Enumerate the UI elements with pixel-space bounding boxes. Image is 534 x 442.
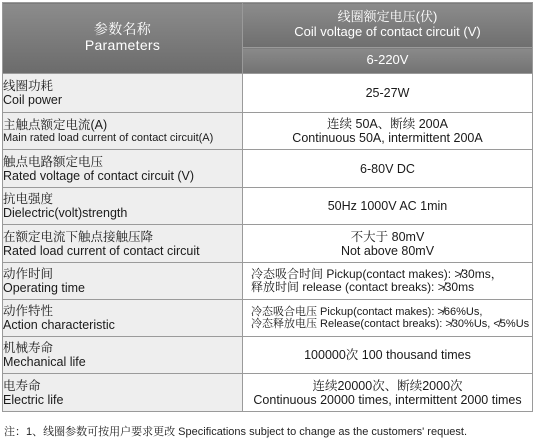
- value-line: 冷态释放电压 Release(contact breaks): ≯30%Us, ≮5%Us: [251, 318, 530, 330]
- parameters-header-zh: 参数名称: [93, 21, 152, 38]
- value-cell: [243, 150, 533, 188]
- table-row: [3, 263, 533, 300]
- value-line: 不大于 80mV: [350, 229, 425, 244]
- value-line: Continuous 50A, intermittent 200A: [292, 131, 483, 145]
- table-row: [3, 188, 533, 225]
- parameters-header: [3, 3, 243, 74]
- parameter-label-zh: 在额定电流下触点接触压降: [3, 229, 154, 244]
- value-line: 50Hz 1000V AC 1min: [327, 199, 448, 213]
- parameter-cell: [3, 337, 243, 374]
- value-cell: [243, 263, 533, 300]
- value-cell: [243, 74, 533, 113]
- parameter-cell: [3, 300, 243, 337]
- table-row: [3, 374, 533, 412]
- value-cell: [243, 300, 533, 337]
- parameter-label-zh: 动作特性: [3, 304, 54, 318]
- parameter-cell: [3, 263, 243, 300]
- value-cell: [243, 113, 533, 150]
- table-row: [3, 150, 533, 188]
- parameter-cell: [3, 225, 243, 263]
- value-line: 6-80V DC: [360, 161, 415, 176]
- table-row: [3, 337, 533, 374]
- value-cell: [243, 188, 533, 225]
- parameter-label-en: Mechanical life: [3, 355, 86, 369]
- coil-voltage-header-zh: 线圈额定电压(伏): [337, 9, 438, 25]
- value-line: 连续 50A、断续 200A: [327, 117, 448, 131]
- parameter-cell: [3, 74, 243, 113]
- value-line: 100000次 100 thousand times: [304, 348, 471, 362]
- value-cell: [243, 337, 533, 374]
- table-row: [3, 225, 533, 263]
- value-line: 冷态吸合时间 Pickup(contact makes): ≯30ms，: [251, 266, 503, 281]
- parameters-header-en: Parameters: [84, 37, 161, 53]
- parameter-cell: [3, 374, 243, 412]
- coil-voltage-header-en: Coil voltage of contact circuit (V): [294, 24, 481, 39]
- parameter-label-en: Rated voltage of contact circuit (V): [3, 168, 195, 183]
- specification-table: [2, 2, 533, 412]
- value-cell: [243, 374, 533, 412]
- parameter-label-zh: 触点电路额定电压: [3, 154, 104, 169]
- parameter-label-en: Main rated load current of contact circuit(A): [3, 131, 214, 144]
- coil-voltage-header: [243, 3, 533, 48]
- parameter-label-zh: 电寿命: [3, 378, 41, 393]
- parameter-label-en: Operating time: [3, 281, 85, 295]
- table-row: [3, 113, 533, 150]
- parameter-label-zh: 动作时间: [3, 267, 54, 281]
- parameter-label-en: Electric life: [3, 392, 64, 407]
- parameter-label-en: Rated load current of contact circuit: [3, 243, 200, 258]
- header-row: [3, 3, 533, 48]
- table-row: [3, 74, 533, 113]
- value-line: 释放时间 release (contact breaks): ≯30ms: [251, 280, 475, 294]
- parameter-label-zh: 机械寿命: [3, 341, 54, 355]
- value-line: Not above 80mV: [340, 243, 435, 258]
- parameter-label-en: Action characteristic: [3, 318, 115, 332]
- footnote: 注：1、线圈参数可按用户要求更改 Specifications subject to change as the customers' request.: [4, 426, 468, 438]
- value-line: 25-27W: [365, 86, 410, 100]
- parameter-cell: [3, 150, 243, 188]
- value-line: Continuous 20000 times, intermittent 2000 times: [253, 392, 522, 407]
- parameter-label-zh: 线圈功耗: [3, 79, 54, 93]
- table-row: [3, 300, 533, 337]
- coil-voltage-range: 6-220V: [243, 48, 533, 74]
- parameter-cell: [3, 188, 243, 225]
- value-cell: [243, 225, 533, 263]
- parameter-label-en: Dielectric(volt)strength: [3, 206, 128, 220]
- parameter-label-zh: 主触点额定电流(A): [3, 117, 108, 132]
- parameter-label-en: Coil power: [3, 93, 63, 107]
- value-line: 连续20000次、断续2000次: [312, 378, 463, 393]
- parameter-cell: [3, 113, 243, 150]
- parameter-label-zh: 抗电强度: [3, 192, 54, 206]
- value-line: 冷态吸合电压 Pickup(contact makes): ≯66%Us,: [251, 305, 483, 318]
